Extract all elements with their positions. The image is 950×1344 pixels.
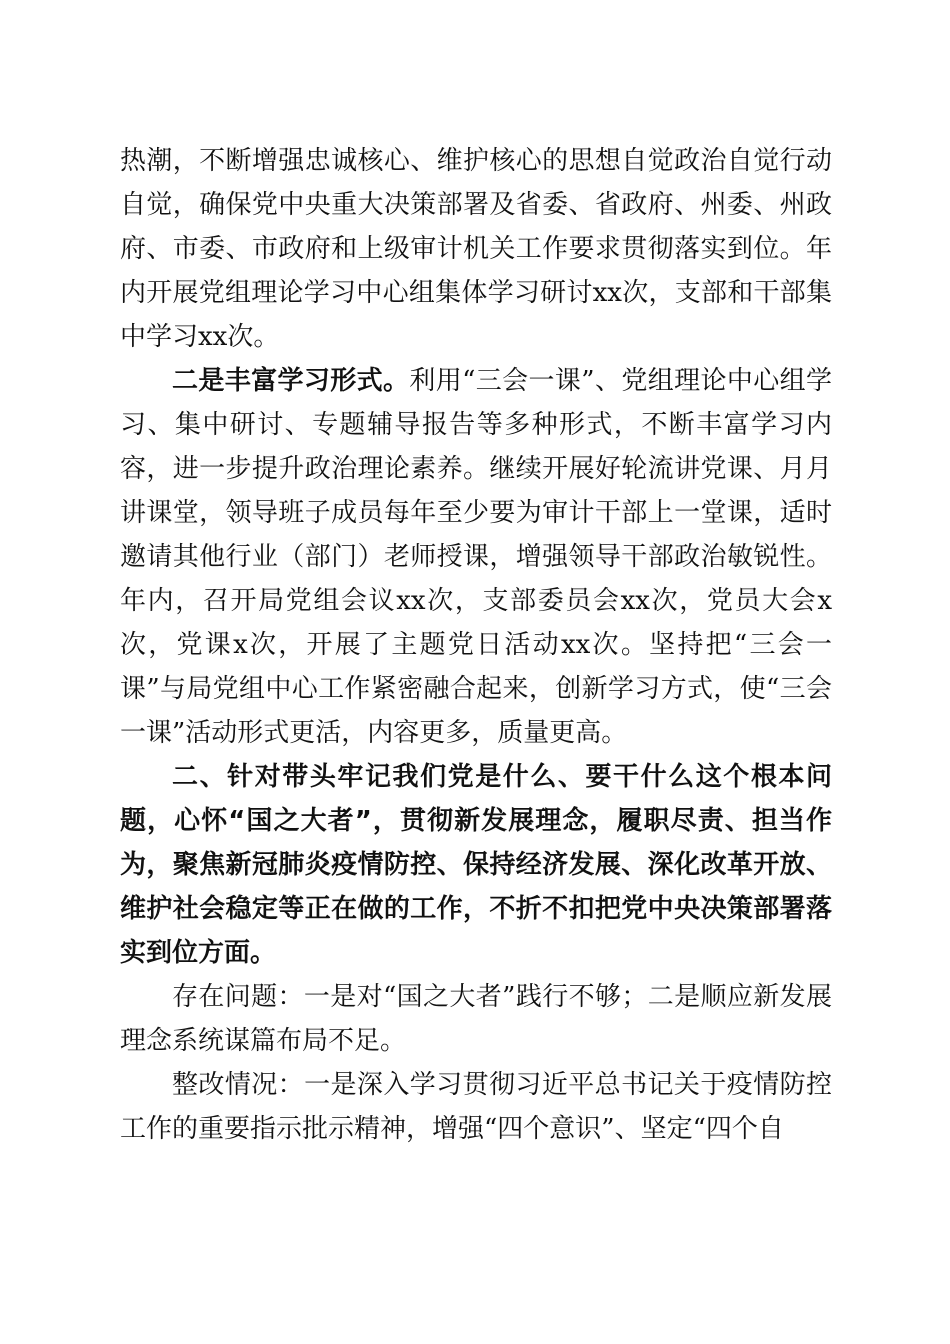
- paragraph-study-summary: 热潮，不断增强忠诚核心、维护核心的思想自觉政治自觉行动自觉，确保党中央重大决策部署及省委、省政府、州委、州政府、市委、市政府和上级审计机关工作要求贯彻落实到位。年内开展党组理论学习中心组集体学习研讨xx次，支部和干部集中学习xx次。: [120, 146, 832, 352]
- paragraph-study-forms: [120, 359, 832, 755]
- paragraph-body-study-forms: 利用“三会一课”、党组理论中心组学习、集中研讨、专题辅导报告等多种形式，不断丰富学习内容，进一步提升政治理论素养。继续开展好轮流讲党课、月月讲课堂，领导班子成员每年至少要为审计干部上一堂课，适时邀请其他行业（部门）老师授课，增强领导干部政治敏锐性。年内，召开局党组会议xx次，支部委员会xx次，党员大会x次，党课x次，开展了主题党日活动xx次。坚持把“三会一课”与局党组中心工作紧密融合起来，创新学习方式，使“三会一课”活动形式更活，内容更多，质量更高。: [120, 366, 832, 748]
- paragraph-problems: 存在问题：一是对“国之大者”践行不够；二是顺应新发展理念系统谋篇布局不足。: [120, 982, 832, 1056]
- paragraph-rectification: 整改情况：一是深入学习贯彻习近平总书记关于疫情防控工作的重要指示批示精神，增强“四个意识”、坚定“四个自: [120, 1070, 832, 1144]
- paragraph-lead-study-forms: 二是丰富学习形式。: [172, 366, 410, 396]
- document-body: [120, 139, 832, 1151]
- section-heading-two: 二、针对带头牢记我们党是什么、要干什么这个根本问题，心怀“国之大者”，贯彻新发展理念，履职尽责、担当作为，聚焦新冠肺炎疫情防控、保持经济发展、深化改革开放、维护社会稳定等正在做的工作，不折不扣把党中央决策部署落实到位方面。: [120, 762, 832, 968]
